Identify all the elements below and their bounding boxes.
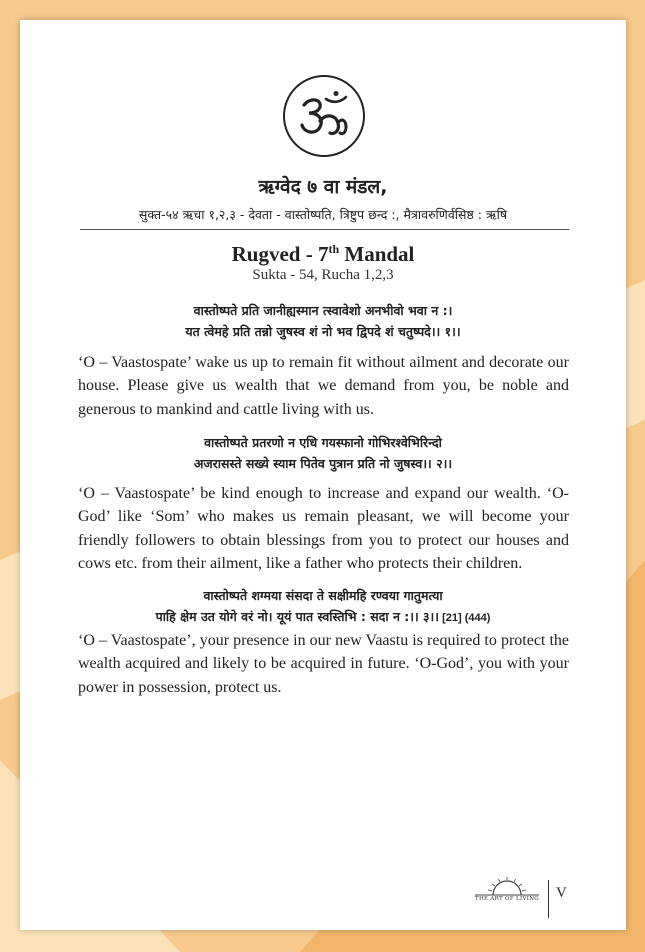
verse-2 xyxy=(60,432,586,476)
title-english: Rugved - 7th Mandal xyxy=(231,242,415,266)
verse-1 xyxy=(60,300,586,344)
page-number: V xyxy=(556,885,567,901)
verse-3-line-1: वास्तोष्पते शग्मया संसदा ते सक्षीमहि रण्वया गातुमत्या xyxy=(203,588,443,603)
om-symbol-circle xyxy=(283,75,365,157)
footer-divider xyxy=(548,880,549,918)
translation-2: ‘O – Vaastospate’ be kind enough to increase and expand our wealth. ‘O-God’ like ‘Som’ who makes us remain pleasant, we will become your friendly followers to obtain blessings from you to protect our houses and cows etc. from their ailment, like a father who protects their children. xyxy=(78,485,569,572)
subtitle-marathi: सुक्त-५४ ऋचा १,२,३ - देवता - वास्तोष्पति, त्रिष्टुप छन्द :, मैत्रावरुणिर्वसिष्ठ : ऋषि xyxy=(138,207,508,222)
header-rule xyxy=(80,229,569,230)
verse-1-line-1: वास्तोष्पते प्रति जानीह्यस्मान त्स्वावेशो अनभीवो भवा न :। xyxy=(193,303,453,318)
translation-3: ‘O – Vaastospate’, your presence in our new Vaastu is required to protect the wealth acquired and likely to be acquired in future. ‘O-God’, you with your power in possession, protect us. xyxy=(78,632,569,696)
art-of-living-logo xyxy=(471,877,543,905)
verse-2-line-1: वास्तोष्पते प्रतरणो न एधि गयस्फानो गोभिरश्वेभिरिन्दो xyxy=(204,435,442,450)
subtitle-english: Sukta - 54, Rucha 1,2,3 xyxy=(252,267,394,283)
verse-1-line-2: यत त्वेमहे प्रति तन्नो जुषस्व शं नो भव द्विपदे शं चतुष्पदे।। १।। xyxy=(185,324,461,339)
translation-1: ‘O – Vaastospate’ wake us up to remain fit without ailment and decorate our house. Please give us wealth that we demand from you, be noble and generous to mankind and cattle living with us. xyxy=(78,354,569,418)
logo-text: THE ART OF LIVING xyxy=(474,896,539,902)
verse-3 xyxy=(60,585,586,629)
verse-3-line-2: पाहि क्षेम उत योगे वरं नो। यूयं पात स्वस्तिभि : सदा न :।। ३।। [21] (444) xyxy=(155,609,491,624)
verse-2-line-2: अजरासस्ते सख्ये स्याम पितेव पुत्रान प्रति नो जुषस्व।। २।। xyxy=(193,456,453,471)
om-icon xyxy=(296,91,352,141)
sunrise-logo-icon xyxy=(471,877,543,897)
document-page xyxy=(20,20,626,930)
title-marathi: ऋग्वेद ७ वा मंडल, xyxy=(258,176,388,198)
